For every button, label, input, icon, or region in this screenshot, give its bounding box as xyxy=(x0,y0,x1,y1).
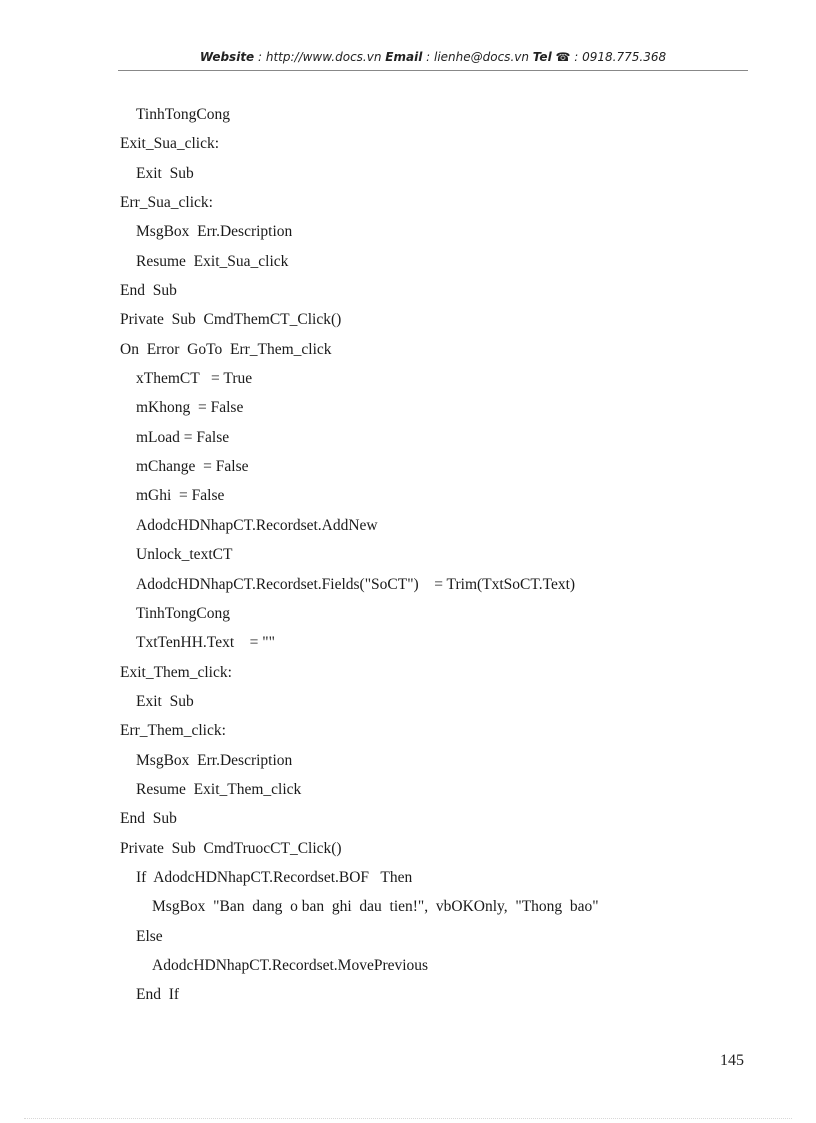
tel-label: Tel xyxy=(532,50,552,64)
email-address[interactable]: lienhe@docs.vn xyxy=(433,50,529,64)
code-line: Unlock_textCT xyxy=(136,546,233,564)
code-line: mGhi = False xyxy=(136,487,225,505)
code-line: AdodcHDNhapCT.Recordset.MovePrevious xyxy=(152,956,429,974)
website-label: Website xyxy=(199,50,255,64)
code-line: AdodcHDNhapCT.Recordset.AddNew xyxy=(136,516,378,534)
code-line: MsgBox "Ban dang o ban ghi dau tien!", vbOKOnly, "Thong bao" xyxy=(152,898,599,916)
code-line: MsgBox Err.Description xyxy=(136,223,293,241)
code-line: Else xyxy=(136,927,163,945)
email-label: Email xyxy=(385,50,423,64)
page-number: 145 xyxy=(720,1052,744,1069)
code-line: Resume Exit_Them_click xyxy=(136,780,302,798)
code-line: Err_Sua_click: xyxy=(120,194,213,212)
code-line: TinhTongCong xyxy=(136,604,230,622)
code-line: End If xyxy=(136,986,180,1004)
phone-number: 0918.775.368 xyxy=(582,50,667,64)
code-line: MsgBox Err.Description xyxy=(136,751,293,769)
header-divider xyxy=(118,70,748,71)
code-line: End Sub xyxy=(120,810,177,828)
code-line: xThemCT = True xyxy=(136,370,253,388)
website-url[interactable]: http://www.docs.vn xyxy=(265,50,382,64)
code-line: Private Sub CmdTruocCT_Click() xyxy=(120,839,342,857)
code-line: If AdodcHDNhapCT.Recordset.BOF Then xyxy=(136,868,413,886)
code-line: mChange = False xyxy=(136,458,249,476)
footer-divider xyxy=(24,1118,792,1119)
code-line: On Error GoTo Err_Them_click xyxy=(120,340,332,358)
code-line: TxtTenHH.Text = "" xyxy=(136,634,275,652)
phone-separator: : xyxy=(570,50,583,64)
code-line: Exit Sub xyxy=(136,692,194,710)
code-line: Resume Exit_Sua_click xyxy=(136,252,289,270)
code-listing xyxy=(120,100,760,1010)
telephone-icon: ☎ xyxy=(555,50,571,64)
code-line: Private Sub CmdThemCT_Click() xyxy=(120,311,342,329)
email-separator: : xyxy=(422,50,434,64)
website-separator: : xyxy=(254,50,266,64)
page-header xyxy=(118,50,748,64)
code-line: Exit Sub xyxy=(136,164,194,182)
code-line: AdodcHDNhapCT.Recordset.Fields("SoCT") = Trim(TxtSoCT.Text) xyxy=(136,575,576,593)
code-line: Err_Them_click: xyxy=(120,722,226,740)
code-line: mLoad = False xyxy=(136,428,230,446)
code-line: Exit_Sua_click: xyxy=(120,135,220,153)
code-line: End Sub xyxy=(120,282,177,300)
code-line: Exit_Them_click: xyxy=(120,663,232,681)
code-line: mKhong = False xyxy=(136,399,244,417)
code-line: TinhTongCong xyxy=(136,106,230,123)
